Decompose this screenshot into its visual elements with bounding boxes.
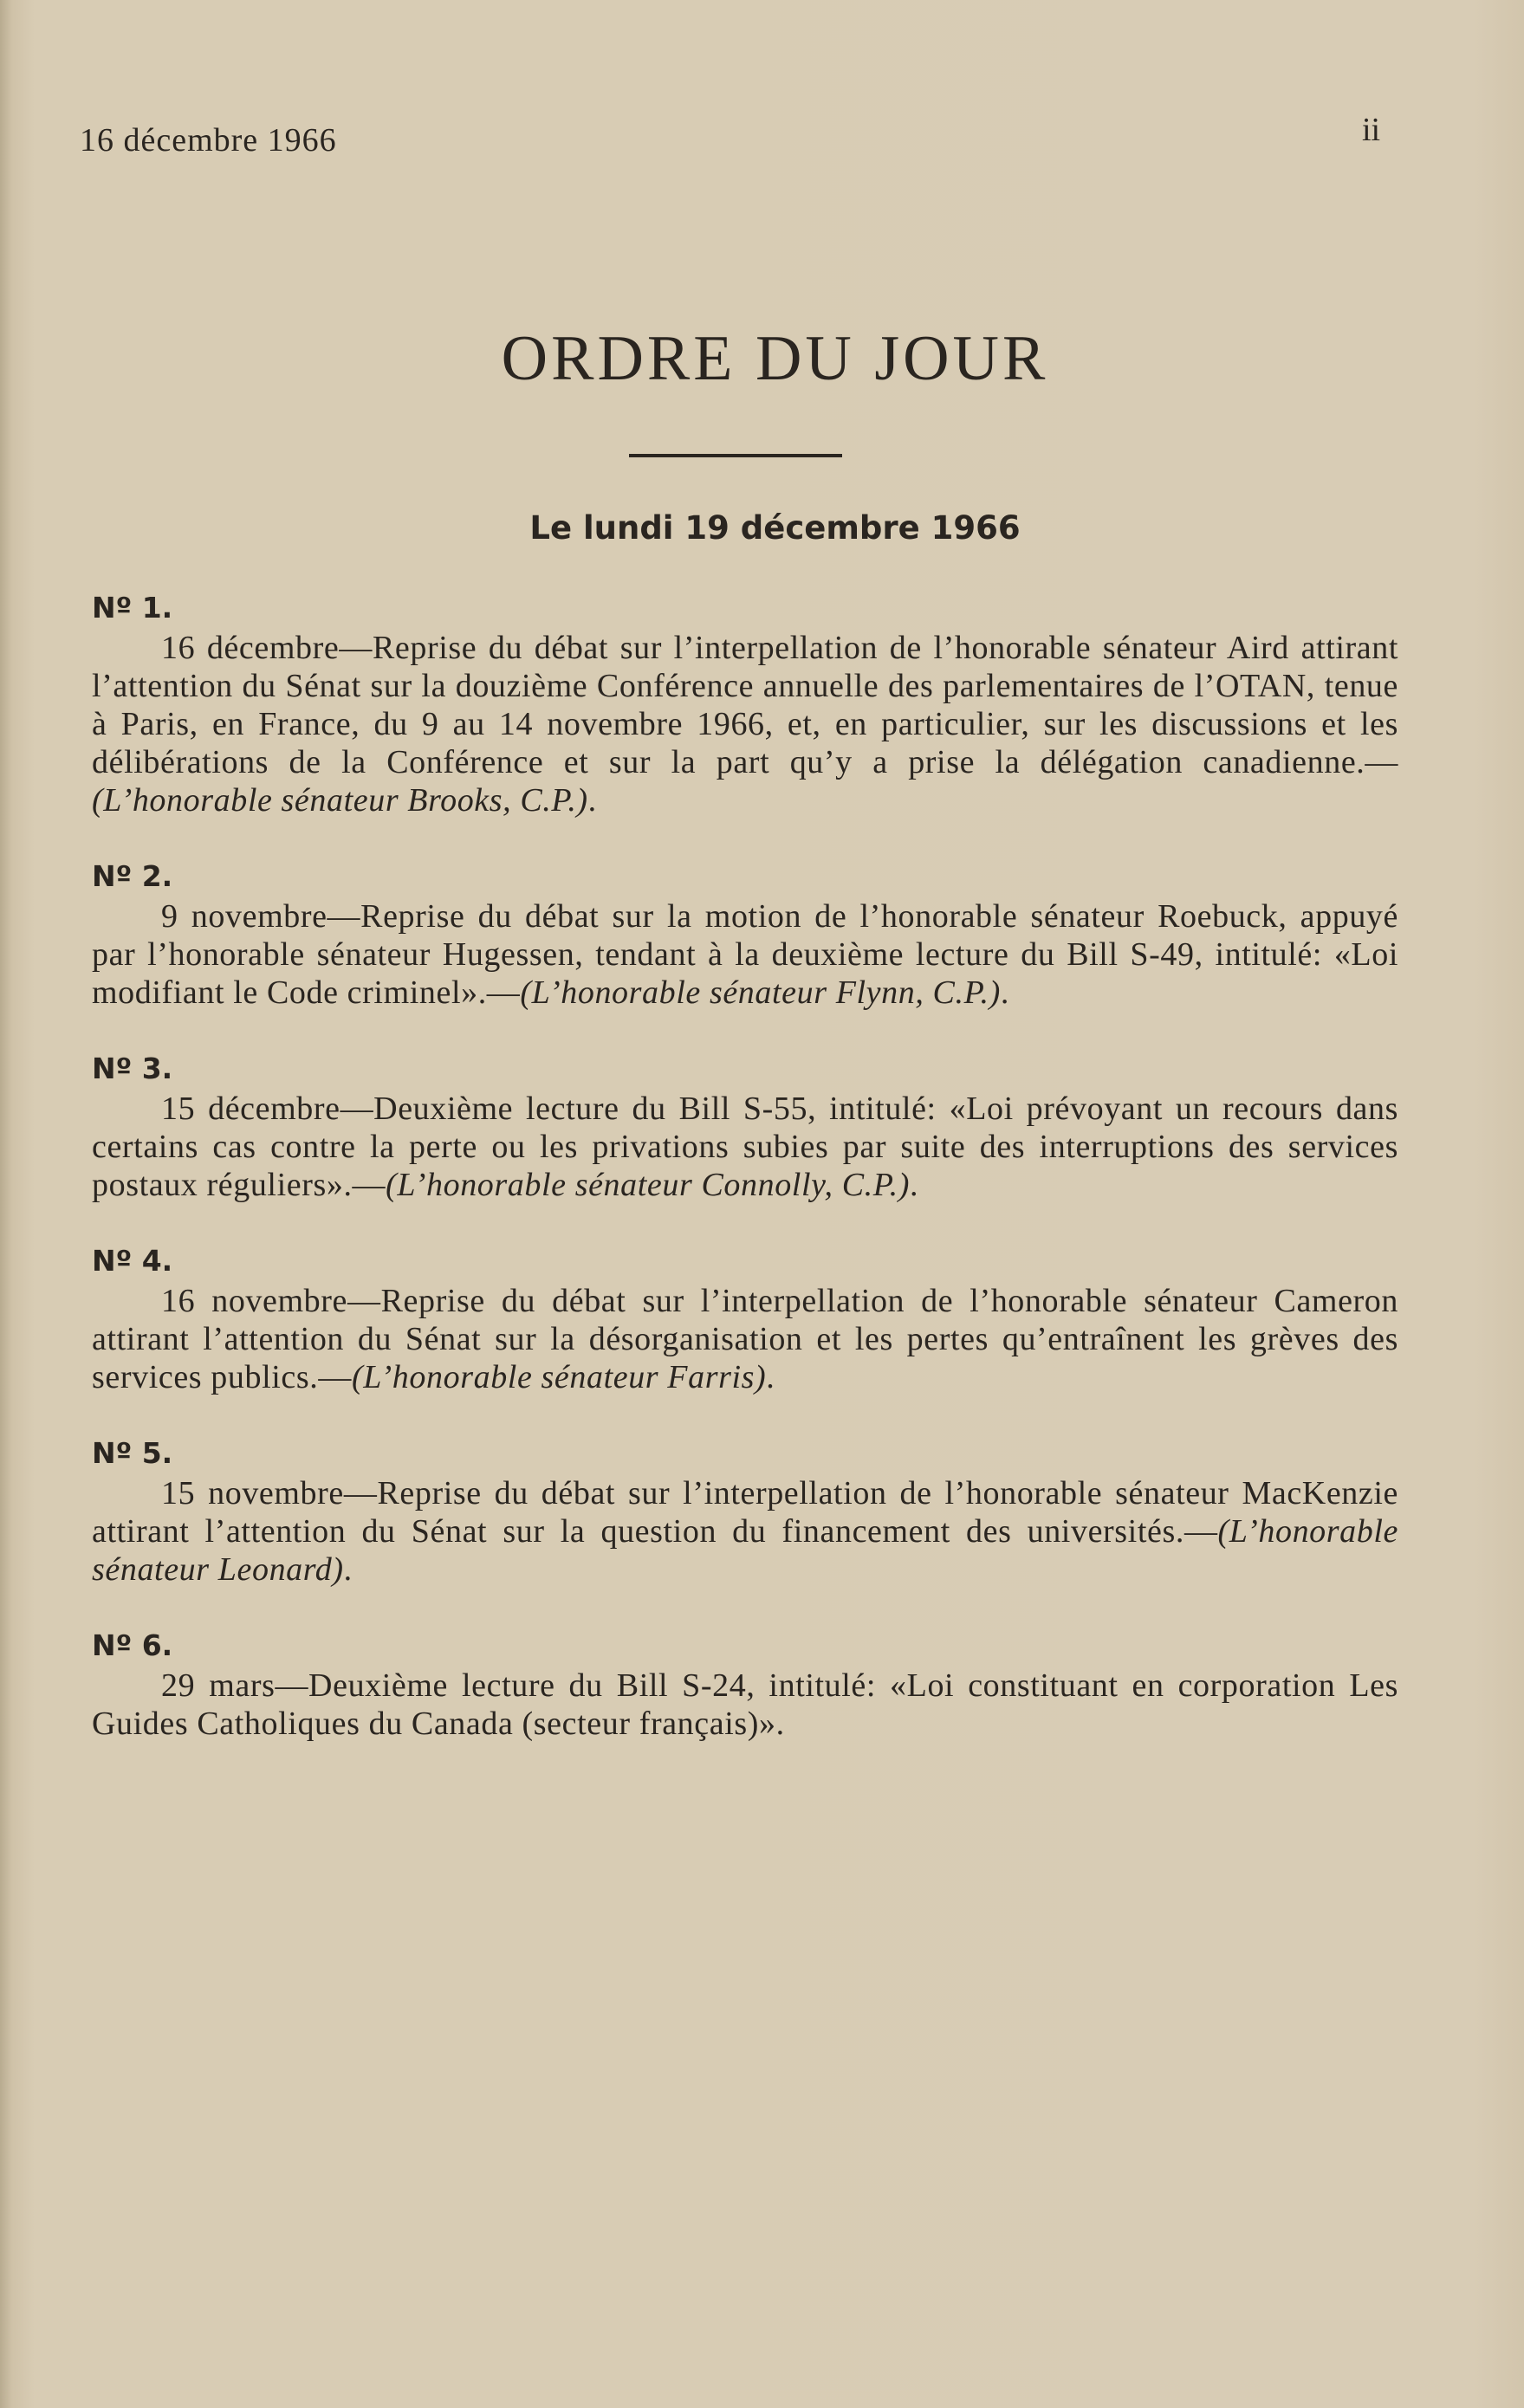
agenda-item-number: Nº 4.	[92, 1244, 173, 1278]
agenda-item-text	[92, 1090, 1398, 1204]
agenda-item-body: 16 décembre—Reprise du débat sur l’interpellation de l’honorable sénateur Aird attirant l’attention du Sénat sur la douzième Conférence annuelle des parlementaires de l’OTAN, tenue à Paris, en France, du 9 au 14 novembre 1966, et, en particulier, sur les discussions et les délibérations de la Conférence et sur la part qu’y a prise la délégation canadienne.—	[92, 630, 1398, 780]
agenda-item	[92, 1433, 1398, 1589]
agenda-item-text	[92, 897, 1398, 1012]
agenda-item-reference: (L’honorable sénateur Connolly, C.P.)	[386, 1167, 911, 1203]
page-subtitle: Le lundi 19 décembre 1966	[529, 509, 1021, 547]
agenda-item-number: Nº 5.	[92, 1436, 173, 1470]
agenda-list	[92, 587, 1398, 1779]
agenda-item	[92, 1240, 1398, 1396]
agenda-item-body: 15 décembre—Deuxième lecture du Bill S-55, intitulé: «Loi prévoyant un recours dans certains cas contre la perte ou les privations subies par suite des interruptions des services postaux réguliers».—	[92, 1091, 1398, 1203]
agenda-item-number: Nº 2.	[92, 859, 173, 893]
agenda-item-end: .	[1000, 974, 1009, 1011]
agenda-item-reference: (L’honorable sénateur Brooks, C.P.)	[92, 782, 588, 819]
agenda-item	[92, 1625, 1398, 1743]
agenda-item-body: 16 novembre—Reprise du débat sur l’interpellation de l’honorable sénateur Cameron attirant l’attention du Sénat sur la désorganisation et les pertes qu’entraînent les grèves des services publics.—	[92, 1283, 1398, 1395]
agenda-item-body: 9 novembre—Reprise du débat sur la motion de l’honorable sénateur Roebuck, appuyé par l’honorable sénateur Hugessen, tendant à la deuxième lecture du Bill S-49, intitulé: «Loi modifiant le Code criminel».—	[92, 898, 1398, 1011]
agenda-item-text	[92, 1667, 1398, 1743]
agenda-item-reference: (L’honorable sénateur Flynn, C.P.)	[520, 974, 1001, 1011]
agenda-item-number: Nº 6.	[92, 1628, 173, 1662]
title-rule	[629, 454, 842, 457]
agenda-item-text	[92, 1474, 1398, 1589]
agenda-item-end: .	[587, 782, 597, 819]
agenda-item-text	[92, 1282, 1398, 1396]
agenda-item-end: .	[343, 1551, 353, 1588]
agenda-item-number: Nº 3.	[92, 1052, 173, 1085]
agenda-item	[92, 856, 1398, 1012]
agenda-item-end: .	[766, 1359, 775, 1395]
agenda-item-body: 15 novembre—Reprise du débat sur l’interpellation de l’honorable sénateur MacKenzie attirant l’attention du Sénat sur la question du financement des universités.—	[92, 1475, 1398, 1550]
agenda-item-number: Nº 1.	[92, 591, 173, 625]
agenda-item-end: .	[910, 1167, 919, 1203]
agenda-item-reference: (L’honorable sénateur Farris)	[351, 1359, 767, 1395]
page-number: ii	[1362, 112, 1381, 148]
agenda-item	[92, 1048, 1398, 1204]
agenda-item	[92, 587, 1398, 819]
agenda-item-reference: (L’honorable sénateur Leonard)	[92, 1513, 1398, 1588]
agenda-item-body: 29 mars—Deuxième lecture du Bill S-24, intitulé: «Loi constituant en corporation Les Guides Catholiques du Canada (secteur français)».	[92, 1667, 1398, 1742]
header-date: 16 décembre 1966	[80, 122, 337, 159]
page-title: ORDRE DU JOUR	[501, 323, 1049, 394]
agenda-item-text	[92, 629, 1398, 819]
